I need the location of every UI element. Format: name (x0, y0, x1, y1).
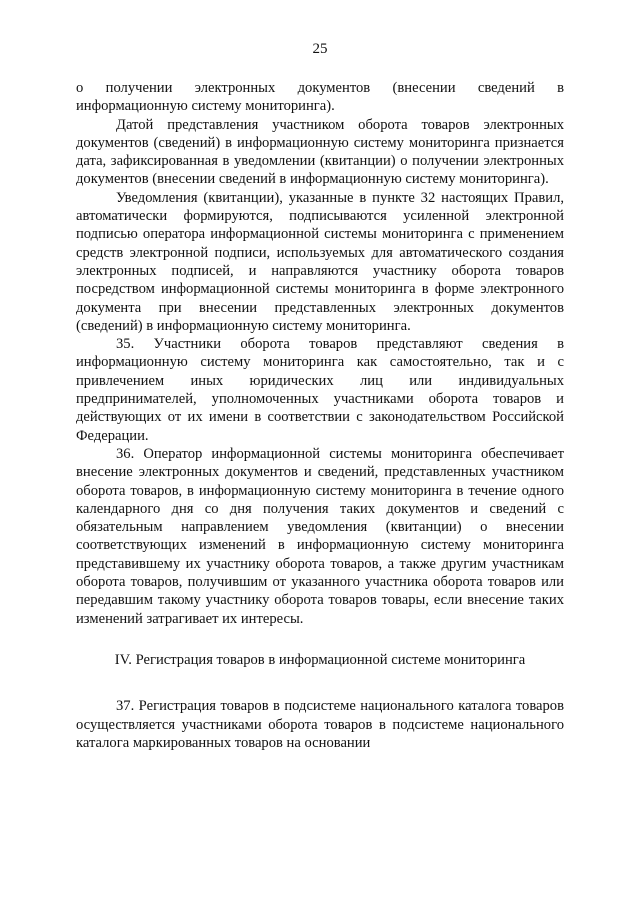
paragraph-submission-date: Датой представления участником оборота товаров электронных документов (сведений) в информационную систему мониторинга признается дата, зафиксированная в уведомлении (квитанции) о получении электронных документов (внесении сведений в информационную систему мониторинга). (76, 116, 564, 188)
page-content (76, 79, 564, 752)
paragraph-36: 36. Оператор информационной системы мониторинга обеспечивает внесение электронных документов и сведений, представленных участником оборота товаров, в информационную систему мониторинга в течение одного календарного дня со дня получения таких документов и сведений с обязательным направлением уведомления (квитанции) о внесении соответствующих изменений в информационную систему мониторинга представившему их участнику оборота товаров, а также другим участникам оборота товаров, получившим от указанного участника оборота товаров или передавшим такому участнику оборота товаров товары, если внесение таких изменений затрагивает их интересы. (76, 445, 564, 627)
paragraph-37: 37. Регистрация товаров в подсистеме национального каталога товаров осуществляется участниками оборота товаров в подсистеме национального каталога маркированных товаров на основании (76, 698, 564, 751)
page-number: 25 (312, 41, 328, 57)
paragraph-notifications: Уведомления (квитанции), указанные в пункте 32 настоящих Правил, автоматически формируются, подписываются усиленной электронной подписью оператора информационной системы мониторинга с применением средств электронной подписи, используемых для автоматического создания электронных подписей, и направляются участнику оборота товаров посредством информационной системы мониторинга в форме электронного документа при внесении представленных электронных документов (сведений) в информационную систему мониторинга. (76, 189, 564, 334)
paragraph-continuation: о получении электронных документов (внесении сведений в информационную систему мониторинга). (76, 80, 564, 115)
paragraph-35: 35. Участники оборота товаров представляют сведения в информационную систему мониторинга как самостоятельно, так и с привлечением иных юридических лиц или индивидуальных предпринимателей, уполномоченных участниками оборота товаров и действующих от их имени в соответствии с законодательством Российской Федерации. (76, 336, 564, 444)
section-heading: IV. Регистрация товаров в информационной системе мониторинга (114, 651, 526, 668)
